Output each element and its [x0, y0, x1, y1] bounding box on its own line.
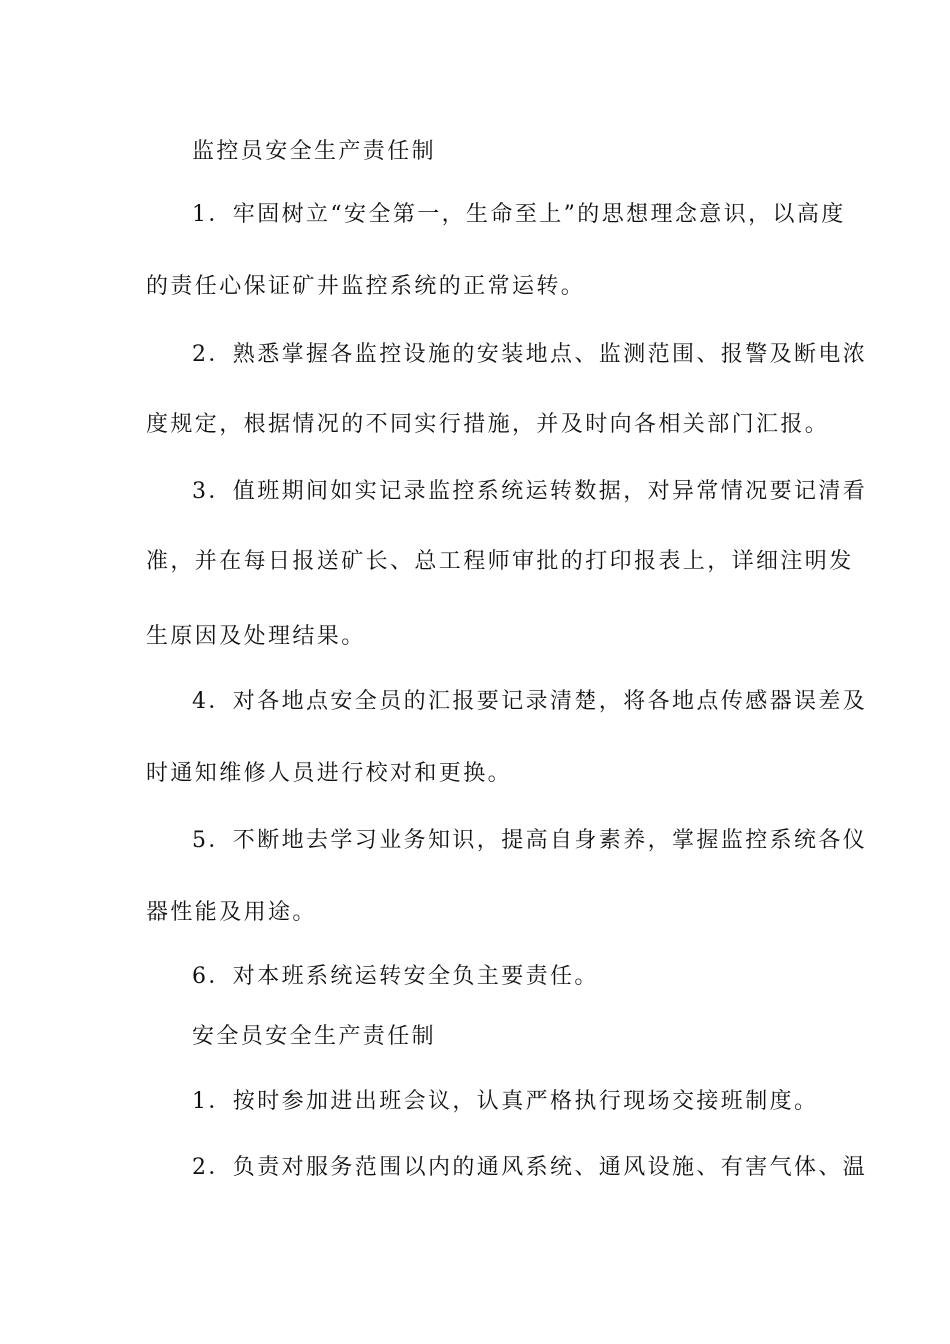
- paragraph-line: 度规定，根据情况的不同实行措施，并及时向各相关部门汇报。: [146, 412, 830, 437]
- paragraph-line: 5．不断地去学习业务知识，提高自身素养，掌握监控系统各仪: [192, 828, 868, 853]
- paragraph-line: 1．牢固树立“安全第一，生命至上”的思想理念意识，以高度: [192, 202, 846, 227]
- paragraph-line: 6．对本班系统运转安全负主要责任。: [192, 964, 599, 989]
- paragraph-line: 2．负责对服务范围以内的通风系统、通风设施、有害气体、温: [192, 1155, 868, 1180]
- paragraph-line: 器性能及用途。: [146, 900, 317, 925]
- paragraph-line: 3．值班期间如实记录监控系统运转数据，对异常情况要记清看: [192, 479, 868, 504]
- paragraph-line: 的责任心保证矿井监控系统的正常运转。: [146, 274, 586, 299]
- paragraph-line: 时通知维修人员进行校对和更换。: [146, 761, 513, 786]
- paragraph-line: 2．熟悉掌握各监控设施的安装地点、监测范围、报警及断电浓: [192, 342, 868, 367]
- paragraph-line: 准，并在每日报送矿长、总工程师审批的打印报表上，详细注明发: [146, 549, 854, 574]
- paragraph-line: 1．按时参加进出班会议，认真严格执行现场交接班制度。: [192, 1089, 819, 1114]
- paragraph-line: 4．对各地点安全员的汇报要记录清楚，将各地点传感器误差及: [192, 689, 868, 714]
- section-title-safety-officer-duty: 安全员安全生产责任制: [192, 1024, 437, 1049]
- section-title-monitor-duty: 监控员安全生产责任制: [192, 139, 437, 164]
- paragraph-line: 生原因及处理结果。: [146, 624, 366, 649]
